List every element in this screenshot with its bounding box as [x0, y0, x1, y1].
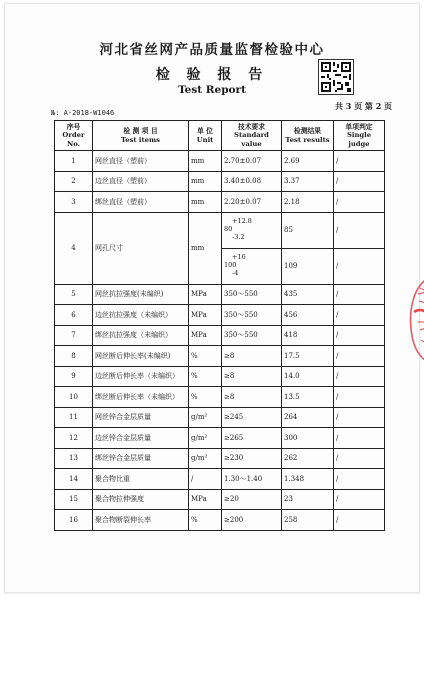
row-result: 456 — [282, 305, 334, 326]
row-item: 网丝抗拉强度(未编织) — [93, 284, 189, 305]
table-header-row — [55, 121, 385, 151]
header-standard: 技术要求 Standard value — [222, 121, 282, 151]
row-judge: / — [334, 346, 385, 367]
row-item: 边丝断后伸长率（未编织） — [93, 366, 189, 387]
row-judge: / — [334, 489, 385, 510]
row-item: 绑丝断后伸长率（未编织） — [93, 387, 189, 408]
row-item: 网丝断后伸长率(未编织) — [93, 346, 189, 367]
row-unit: g/m² — [189, 428, 222, 449]
row-standard: ≥245 — [222, 407, 282, 428]
row-standard: 2.70±0.07 — [222, 151, 282, 172]
row-standard: ≥8 — [222, 387, 282, 408]
row-standard: ≥20 — [222, 489, 282, 510]
row-judge: / — [334, 325, 385, 346]
header-unit: 单 位 Unit — [189, 121, 222, 151]
tolerance-lower: -3.2 — [232, 232, 245, 241]
row-unit: g/m² — [189, 407, 222, 428]
row-order: 7 — [55, 325, 93, 346]
tolerance-base: 80 — [224, 225, 233, 234]
row-unit: MPa — [189, 284, 222, 305]
row-judge: / — [334, 248, 385, 284]
row-order: 9 — [55, 366, 93, 387]
row-order: 14 — [55, 469, 93, 490]
row-item: 网孔尺寸 — [93, 212, 189, 284]
table-row — [55, 284, 385, 305]
row-result: 418 — [282, 325, 334, 346]
row-judge: / — [334, 284, 385, 305]
row-result: 3.37 — [282, 171, 334, 192]
row-judge: / — [334, 469, 385, 490]
row-standard — [222, 248, 282, 284]
row-standard: 2.20±0.07 — [222, 192, 282, 213]
row-item: 绑丝直径（塑前） — [93, 192, 189, 213]
row-order: 13 — [55, 448, 93, 469]
table-row — [55, 510, 385, 531]
row-order: 2 — [55, 171, 93, 192]
row-order: 4 — [55, 212, 93, 284]
row-result: 1.348 — [282, 469, 334, 490]
row-item: 绑丝抗拉强度（未编织） — [93, 325, 189, 346]
row-judge: / — [334, 366, 385, 387]
row-order: 5 — [55, 284, 93, 305]
table-row — [55, 325, 385, 346]
header-items: 检 测 项 目 Test items — [93, 121, 189, 151]
row-judge: / — [334, 510, 385, 531]
row-judge: / — [334, 171, 385, 192]
row-result: 300 — [282, 428, 334, 449]
row-judge: / — [334, 212, 385, 248]
row-standard: 1.30～1.40 — [222, 469, 282, 490]
row-standard: ≥265 — [222, 428, 282, 449]
row-standard: 350～550 — [222, 284, 282, 305]
row-unit: mm — [189, 192, 222, 213]
row-order: 6 — [55, 305, 93, 326]
table-row — [55, 192, 385, 213]
row-unit: mm — [189, 171, 222, 192]
row-judge: / — [334, 387, 385, 408]
table-row — [55, 305, 385, 326]
page-info: 共 3 页 第 2 页 — [335, 101, 393, 111]
row-result: 85 — [282, 212, 334, 248]
report-page — [4, 3, 420, 593]
row-result: 109 — [282, 248, 334, 284]
red-seal-stamp-icon — [406, 274, 424, 364]
row-standard: 3.40±0.08 — [222, 171, 282, 192]
row-standard: ≥200 — [222, 510, 282, 531]
row-unit: g/m² — [189, 448, 222, 469]
organization-name: 河北省丝网产品质量监督检验中心 — [99, 42, 325, 58]
row-order: 1 — [55, 151, 93, 172]
row-unit: % — [189, 366, 222, 387]
table-row — [55, 489, 385, 510]
row-judge: / — [334, 448, 385, 469]
row-standard — [222, 212, 282, 248]
report-number: №: A-2018-W1046 — [51, 109, 115, 117]
row-result: 2.18 — [282, 192, 334, 213]
row-unit: mm — [189, 212, 222, 284]
table-row — [55, 407, 385, 428]
row-judge: / — [334, 428, 385, 449]
row-result: 13.5 — [282, 387, 334, 408]
table-row — [55, 212, 385, 248]
header-order: 序号 Order No. — [55, 121, 93, 151]
row-order: 10 — [55, 387, 93, 408]
row-item: 边丝锌合金层质量 — [93, 428, 189, 449]
row-item: 绑丝锌合金层质量 — [93, 448, 189, 469]
row-standard: 350～550 — [222, 305, 282, 326]
row-result: 264 — [282, 407, 334, 428]
row-order: 3 — [55, 192, 93, 213]
row-item: 边丝直径（塑前） — [93, 171, 189, 192]
row-unit: % — [189, 387, 222, 408]
row-judge: / — [334, 151, 385, 172]
report-title-en: Test Report — [178, 84, 246, 96]
tolerance-upper: +16 — [232, 253, 246, 262]
table-row — [55, 151, 385, 172]
header-results: 检测结果 Test results — [282, 121, 334, 151]
tolerance-upper: +12.8 — [232, 217, 252, 226]
row-result: 2.69 — [282, 151, 334, 172]
tolerance-lower: -4 — [232, 268, 239, 277]
table-row — [55, 366, 385, 387]
row-unit: / — [189, 469, 222, 490]
row-standard: ≥8 — [222, 366, 282, 387]
row-order: 11 — [55, 407, 93, 428]
table-row — [55, 171, 385, 192]
table-row — [55, 387, 385, 408]
table-row — [55, 469, 385, 490]
row-item: 边丝抗拉强度（未编织） — [93, 305, 189, 326]
table-row — [55, 448, 385, 469]
report-title-cn: 检 验 报 告 — [155, 67, 269, 83]
row-order: 15 — [55, 489, 93, 510]
row-result: 17.5 — [282, 346, 334, 367]
row-result: 258 — [282, 510, 334, 531]
row-standard: 350～550 — [222, 325, 282, 346]
row-result: 435 — [282, 284, 334, 305]
row-unit: MPa — [189, 305, 222, 326]
row-item: 聚合物拉伸强度 — [93, 489, 189, 510]
qr-code-icon — [318, 59, 354, 95]
row-judge: / — [334, 305, 385, 326]
row-judge: / — [334, 407, 385, 428]
row-result: 23 — [282, 489, 334, 510]
row-unit: mm — [189, 151, 222, 172]
row-standard: ≥230 — [222, 448, 282, 469]
results-table — [54, 120, 385, 531]
row-standard: ≥8 — [222, 346, 282, 367]
table-row — [55, 428, 385, 449]
row-item: 聚合物断裂伸长率 — [93, 510, 189, 531]
table-row — [55, 346, 385, 367]
tolerance-base: 100 — [224, 261, 237, 270]
row-unit: % — [189, 510, 222, 531]
row-unit: MPa — [189, 325, 222, 346]
row-item: 网丝直径（塑前） — [93, 151, 189, 172]
row-unit: MPa — [189, 489, 222, 510]
header-judge: 单项判定 Single judge — [334, 121, 385, 151]
row-item: 网丝锌合金层质量 — [93, 407, 189, 428]
row-order: 8 — [55, 346, 93, 367]
row-item: 聚合物比重 — [93, 469, 189, 490]
row-order: 12 — [55, 428, 93, 449]
row-result: 14.0 — [282, 366, 334, 387]
row-judge: / — [334, 192, 385, 213]
row-unit: % — [189, 346, 222, 367]
row-order: 16 — [55, 510, 93, 531]
row-result: 262 — [282, 448, 334, 469]
